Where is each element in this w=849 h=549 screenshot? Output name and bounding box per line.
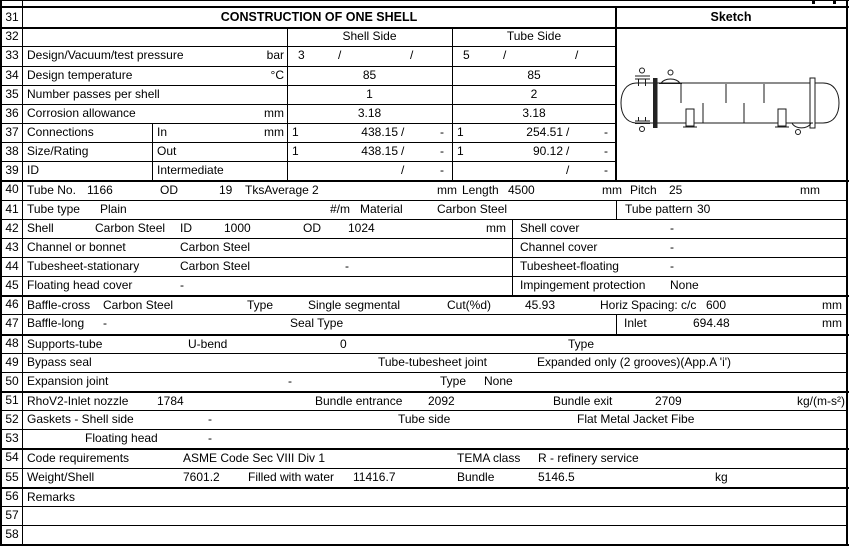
row41-tube-pattern-label: Tube pattern <box>625 202 693 216</box>
row42-shell-material: Carbon Steel <box>95 221 166 235</box>
row46-baffle-cross-label: Baffle-cross <box>27 298 91 312</box>
row39-tube-dash: - <box>604 163 608 177</box>
cropped-text-remnant <box>812 0 815 4</box>
row51-bundle-exit-value: 2709 <box>655 394 682 408</box>
row34-unit: °C <box>270 68 284 82</box>
cropped-text-remnant <box>833 0 836 4</box>
grid-hline <box>0 180 849 182</box>
row-number: 40 <box>5 182 19 196</box>
row54-code-value: ASME Code Sec VIII Div 1 <box>183 451 326 465</box>
grid-hline <box>2 372 846 373</box>
grid-hline <box>0 0 849 1</box>
row50-type-value: None <box>484 374 513 388</box>
row42-od-label: OD <box>303 221 321 235</box>
row46-baffle-material: Carbon Steel <box>103 298 174 312</box>
row37-tube-slash: / <box>566 125 570 139</box>
row50-expansion-joint-label: Expansion joint <box>27 374 109 388</box>
row37-shell-count: 1 <box>292 125 299 139</box>
row40-pitch-unit: mm <box>800 183 820 197</box>
grid-vline <box>616 314 617 334</box>
row45-impingement-label: Impingement protection <box>520 278 646 292</box>
row-number: 38 <box>5 144 19 158</box>
row55-unit: kg <box>715 470 728 484</box>
row-number: 49 <box>5 355 19 369</box>
row38-sublabel: Out <box>157 144 177 158</box>
row49-tube-tubesheet-value: Expanded only (2 grooves)(App.A 'i') <box>537 355 732 369</box>
row46-cut-label: Cut(%d) <box>447 298 492 312</box>
grid-hline <box>2 200 846 201</box>
row38-shell-count: 1 <box>292 144 299 158</box>
row-number: 35 <box>5 87 19 101</box>
row46-unit: mm <box>822 298 842 312</box>
row52-tube-side-value: Flat Metal Jacket Fibe <box>577 412 695 426</box>
tube-side-header: Tube Side <box>506 29 562 43</box>
row46-type-value: Single segmental <box>308 298 401 312</box>
row40-pitch-value: 25 <box>669 183 683 197</box>
exchanger-sketch <box>617 29 845 178</box>
grid-hline <box>0 334 849 336</box>
row41-tube-type-value: Plain <box>100 202 127 216</box>
baffle <box>681 84 764 103</box>
row50-type-label: Type <box>440 374 467 388</box>
row-number: 57 <box>5 508 19 522</box>
row37-shell-slash: / <box>401 125 405 139</box>
row48-supports-label: Supports-tube <box>27 337 103 351</box>
row37-shell-dash: - <box>440 125 444 139</box>
row42-id-label: ID <box>180 221 192 235</box>
row52-gaskets-shell-value: - <box>208 412 212 426</box>
row-number: 52 <box>5 412 19 426</box>
row37-label: Connections <box>27 125 94 139</box>
row51-bundle-entrance-label: Bundle entrance <box>315 394 403 408</box>
grid-vline <box>152 123 153 180</box>
row54-code-label: Code requirements <box>27 451 130 465</box>
row54-tema-value: R - refinery service <box>538 451 639 465</box>
row47-baffle-long-value: - <box>103 316 107 330</box>
row55-filled-value: 11416.7 <box>353 470 396 484</box>
row53-floating-head-value: - <box>208 431 212 445</box>
grid-hline <box>2 238 846 239</box>
row55-filled-label: Filled with water <box>248 470 335 484</box>
row40-od-value: 19 <box>219 183 233 197</box>
row36-shell-value: 3.18 <box>357 106 382 120</box>
row40-tube-no-label: Tube No. <box>27 183 76 197</box>
grid-vline <box>616 200 617 219</box>
row45-floating-head-cover-label: Floating head cover <box>27 278 133 292</box>
row39-shell-dash: - <box>440 163 444 177</box>
row-number: 41 <box>5 202 19 216</box>
row51-unit: kg/(m-s²) <box>797 394 845 408</box>
flange-right <box>810 78 815 128</box>
row34-label: Design temperature <box>27 68 133 82</box>
nozzle-top-left-bolt <box>640 68 645 73</box>
row-number: 53 <box>5 431 19 445</box>
row-number: 56 <box>5 489 19 503</box>
row41-tube-pattern-value: 30 <box>697 202 711 216</box>
nozzle-bottom-dome-bolt <box>796 130 801 135</box>
row56-remarks-label: Remarks <box>27 490 76 504</box>
grid-vline <box>22 8 23 544</box>
row55-weight-value: 7601.2 <box>183 470 220 484</box>
row35-tube-value: 2 <box>530 87 538 101</box>
row-number: 32 <box>5 29 19 43</box>
row43-channel-label: Channel or bonnet <box>27 240 126 254</box>
row53-floating-head-label: Floating head <box>85 431 158 445</box>
row37-shell-size: 438.15 <box>361 125 398 139</box>
row41-material-value: Carbon Steel <box>437 202 508 216</box>
row40-length-unit: mm <box>602 183 622 197</box>
row44-tubesheet-label: Tubesheet-stationary <box>27 259 140 273</box>
row-number: 43 <box>5 240 19 254</box>
row46-spacing-label: Spacing: c/c <box>631 298 697 312</box>
row37-sublabel: In <box>157 125 168 139</box>
row48-type-label: Type <box>568 337 595 351</box>
grid-vline <box>22 0 23 6</box>
row37-tube-dash: - <box>604 125 608 139</box>
row40-length-value: 4500 <box>508 183 535 197</box>
row47-unit: mm <box>822 316 842 330</box>
row37-tube-size: 254.51 <box>526 125 563 139</box>
row44-tubesheet-floating-value: - <box>670 259 674 273</box>
row42-shell-label: Shell <box>27 221 54 235</box>
row42-od-value: 1024 <box>348 221 375 235</box>
row39-tube-slash: / <box>566 163 570 177</box>
row38-tube-count: 1 <box>457 144 464 158</box>
row54-tema-label: TEMA class <box>457 451 521 465</box>
row35-label: Number passes per shell <box>27 87 160 101</box>
grid-hline <box>0 544 849 546</box>
nozzle-bottom-left-bolt <box>640 127 645 132</box>
row36-tube-value: 3.18 <box>522 106 546 120</box>
row47-seal-type-label: Seal Type <box>290 316 344 330</box>
row-number: 47 <box>5 316 19 330</box>
baffle <box>703 103 744 123</box>
row40-tks-label: TksAverage <box>245 183 309 197</box>
row33-shell-slash: / <box>410 48 414 62</box>
row46-spacing-value: 600 <box>706 298 727 312</box>
row50-expansion-joint-value: - <box>288 374 292 388</box>
row46-horiz-label: Horiz <box>600 298 629 312</box>
row37-unit: mm <box>264 125 284 139</box>
row33-shell-slash: / <box>338 48 342 62</box>
grid-hline <box>2 161 616 162</box>
row38-tube-dash: - <box>604 144 608 158</box>
row-number: 31 <box>5 10 19 24</box>
row52-gaskets-shell-label: Gaskets - Shell side <box>27 412 134 426</box>
nozzle-top-left <box>635 76 650 86</box>
row43-channel-material: Carbon Steel <box>180 240 251 254</box>
grid-vline <box>846 0 848 546</box>
row-number: 58 <box>5 527 19 541</box>
tubesheet-left <box>653 78 658 128</box>
row47-baffle-long-label: Baffle-long <box>27 316 85 330</box>
row40-od-label: OD <box>160 183 178 197</box>
row-number: 46 <box>5 297 19 311</box>
row40-length-label: Length <box>462 183 499 197</box>
row-number: 42 <box>5 221 19 235</box>
row44-dash: - <box>345 259 349 273</box>
row33-tube-slash: / <box>503 48 507 62</box>
row46-cut-value: 45.93 <box>525 298 556 312</box>
row40-tube-no-value: 1166 <box>87 183 113 197</box>
row33-unit: bar <box>266 48 284 62</box>
row-number: 48 <box>5 336 19 350</box>
row-number: 33 <box>5 48 19 62</box>
row40-tks-value: 2 <box>312 183 319 197</box>
row51-rhov2-label: RhoV2-Inlet nozzle <box>27 394 129 408</box>
row40-pitch-label: Pitch <box>630 183 657 197</box>
row36-label: Corrosion allowance <box>27 106 136 120</box>
row48-ubend-label: U-bend <box>188 337 228 351</box>
row47-inlet-value: 694.48 <box>693 316 730 330</box>
row51-rhov2-value: 1784 <box>157 394 184 408</box>
row38-label: Size/Rating <box>27 144 89 158</box>
row-number: 51 <box>5 393 19 407</box>
row49-tube-tubesheet-label: Tube-tubesheet joint <box>378 355 487 369</box>
row39-shell-slash: / <box>401 163 405 177</box>
support-right <box>778 109 786 126</box>
sketch-header: Sketch <box>710 10 752 24</box>
row-number: 54 <box>5 450 19 464</box>
row-number: 44 <box>5 259 19 273</box>
row37-tube-count: 1 <box>457 125 464 139</box>
grid-hline <box>2 525 846 526</box>
row36-unit: mm <box>264 106 284 120</box>
row-number: 50 <box>5 374 19 388</box>
row43-channel-cover-label: Channel cover <box>520 240 598 254</box>
row45-floating-head-cover-value: - <box>180 278 184 292</box>
row42-id-value: 1000 <box>224 221 251 235</box>
section-title: CONSTRUCTION OF ONE SHELL <box>220 10 418 24</box>
row33-tube-value: 5 <box>463 48 470 62</box>
row33-shell-value: 3 <box>298 48 305 62</box>
row39-sublabel: Intermediate <box>157 163 224 177</box>
row55-weight-label: Weight/Shell <box>27 470 95 484</box>
row41-per-m-label: #/m <box>330 202 351 216</box>
row40-tks-unit: mm <box>437 183 457 197</box>
row55-bundle-value: 5146.5 <box>538 470 575 484</box>
row38-tube-size: 90.12 <box>532 144 563 158</box>
row51-bundle-entrance-value: 2092 <box>428 394 455 408</box>
row46-type-label: Type <box>247 298 274 312</box>
row39-label: ID <box>27 163 39 177</box>
row-number: 34 <box>5 68 19 82</box>
row38-tube-slash: / <box>566 144 570 158</box>
row41-tube-type-label: Tube type <box>27 202 80 216</box>
grid-hline <box>0 487 849 489</box>
row42-shell-cover-label: Shell cover <box>520 221 580 235</box>
nozzle-top-dome-bolt <box>668 70 673 75</box>
row34-tube-value: 85 <box>527 68 541 82</box>
row41-material-label: Material <box>360 202 403 216</box>
row38-shell-size: 438.15 <box>361 144 398 158</box>
support-left <box>686 109 694 126</box>
row44-tubesheet-material: Carbon Steel <box>180 259 251 273</box>
row33-label: Design/Vacuum/test pressure <box>27 48 184 62</box>
grid-hline <box>2 506 846 507</box>
row43-channel-cover-value: - <box>670 240 674 254</box>
row33-tube-slash: / <box>575 48 579 62</box>
row-number: 45 <box>5 278 19 292</box>
row38-shell-dash: - <box>440 144 444 158</box>
row45-impingement-value: None <box>670 278 699 292</box>
row34-shell-value: 85 <box>362 68 377 82</box>
row47-inlet-label: Inlet <box>624 316 647 330</box>
row38-shell-slash: / <box>401 144 405 158</box>
shell-side-header: Shell Side <box>342 29 397 43</box>
row52-tube-side-label: Tube side <box>398 412 451 426</box>
row51-bundle-exit-label: Bundle exit <box>553 394 613 408</box>
row44-tubesheet-floating-label: Tubesheet-floating <box>520 259 619 273</box>
row49-bypass-seal-label: Bypass seal <box>27 355 92 369</box>
row-number: 55 <box>5 470 19 484</box>
row55-bundle-label: Bundle <box>457 470 495 484</box>
row-number: 37 <box>5 125 19 139</box>
row35-shell-value: 1 <box>366 87 373 101</box>
row-number: 36 <box>5 106 19 120</box>
row42-unit: mm <box>486 221 506 235</box>
grid-vline <box>512 219 513 295</box>
row48-ubend-value: 0 <box>340 337 347 351</box>
row42-shell-cover-value: - <box>670 221 674 235</box>
row-number: 39 <box>5 163 19 177</box>
